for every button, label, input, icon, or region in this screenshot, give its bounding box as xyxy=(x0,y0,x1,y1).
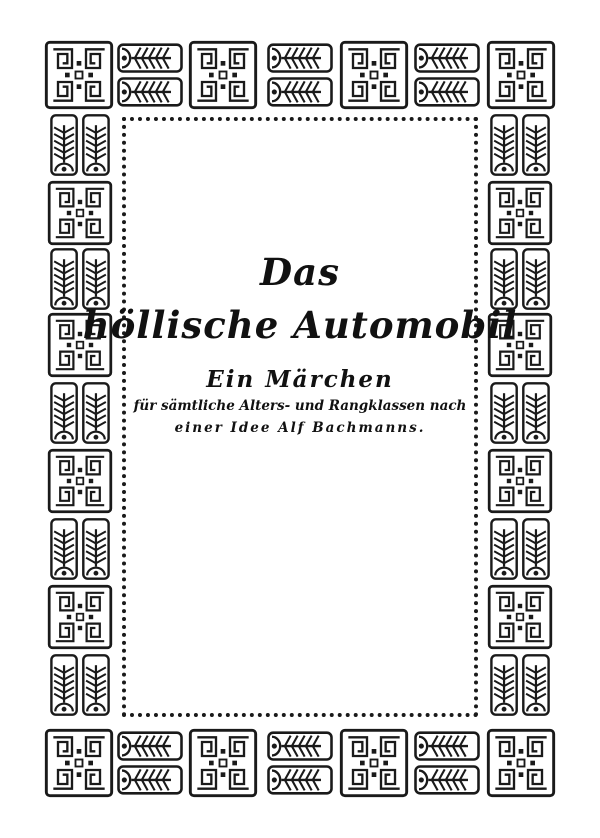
title-line-1: Das xyxy=(260,250,340,294)
subtitle-line-2: für sämtliche Alters- und Rangklassen nach xyxy=(133,398,467,414)
cross-ornament-icon xyxy=(44,448,116,514)
cross-ornament-icon xyxy=(44,180,116,246)
subtitle-line-3: einer Idee Alf Bachmanns. xyxy=(174,420,426,436)
leaf-ornament-icon xyxy=(115,728,185,798)
leaf-ornament-icon xyxy=(412,728,482,798)
leaf-ornament-icon xyxy=(484,516,556,582)
cross-ornament-icon xyxy=(188,40,258,110)
subtitle-line-1: Ein Märchen xyxy=(206,366,394,393)
cross-ornament-icon xyxy=(484,448,556,514)
dotted-frame xyxy=(122,117,478,717)
cross-ornament-icon xyxy=(486,40,556,110)
leaf-ornament-icon xyxy=(265,728,335,798)
leaf-ornament-icon xyxy=(484,652,556,718)
cross-ornament-icon xyxy=(484,180,556,246)
leaf-ornament-icon xyxy=(265,40,335,110)
leaf-ornament-icon xyxy=(44,652,116,718)
cross-ornament-icon xyxy=(44,40,114,110)
leaf-ornament-icon xyxy=(115,40,185,110)
cross-ornament-icon xyxy=(44,584,116,650)
cross-ornament-icon xyxy=(486,728,556,798)
cross-ornament-icon xyxy=(44,728,114,798)
leaf-ornament-icon xyxy=(484,112,556,178)
title-line-2: höllische Automobil xyxy=(82,303,518,347)
leaf-ornament-icon xyxy=(412,40,482,110)
cross-ornament-icon xyxy=(484,584,556,650)
cross-ornament-icon xyxy=(339,40,409,110)
leaf-ornament-icon xyxy=(44,516,116,582)
cross-ornament-icon xyxy=(339,728,409,798)
cross-ornament-icon xyxy=(188,728,258,798)
leaf-ornament-icon xyxy=(44,112,116,178)
